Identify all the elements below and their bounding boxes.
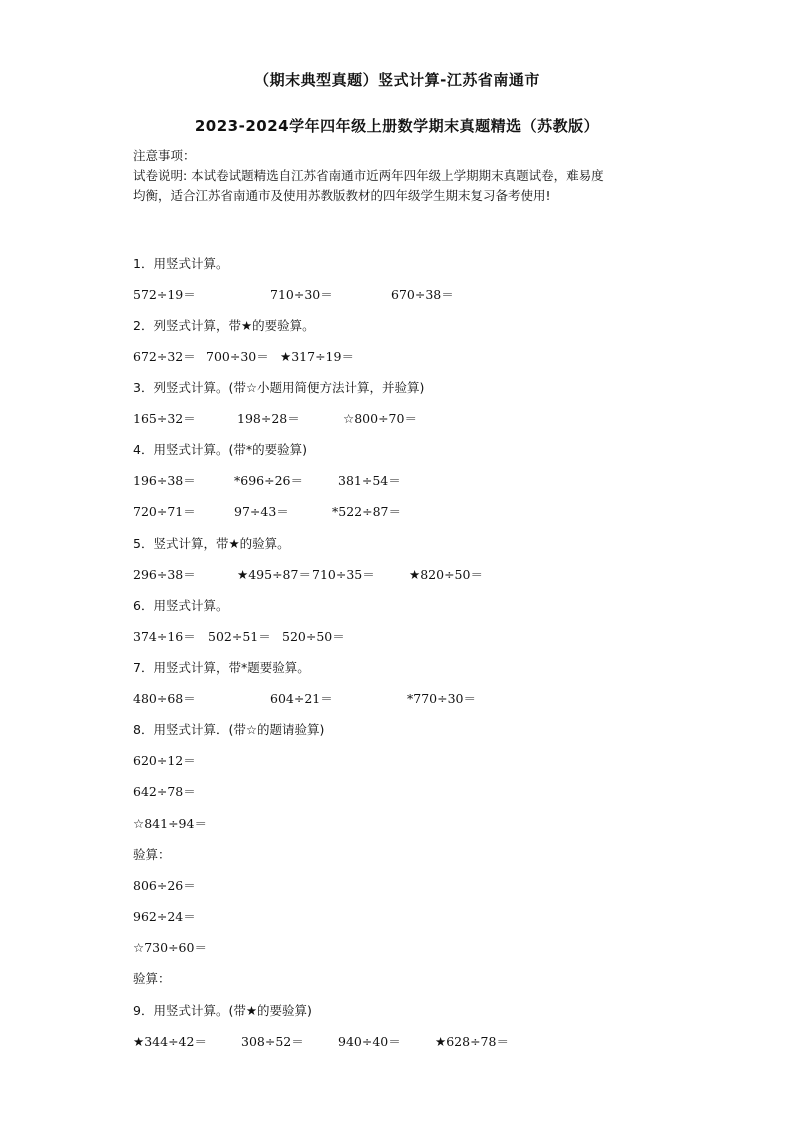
question-6-title: 6．用竖式计算。 [133, 598, 229, 613]
problem: 806÷26＝ [133, 878, 196, 893]
question-8-row-5 [133, 908, 693, 926]
question-5-title: 5．竖式计算，带★的验算。 [133, 536, 290, 551]
problem: *522÷87＝ [332, 504, 401, 519]
problem: 710÷35＝ [312, 567, 375, 582]
problem: 502÷51＝ [208, 629, 271, 644]
problem: 620÷12＝ [133, 753, 196, 768]
question-6-row-1 [133, 628, 693, 646]
question-8-row-3 [133, 815, 693, 833]
problem: *770÷30＝ [407, 691, 476, 706]
problem: 97÷43＝ [234, 504, 289, 519]
problem: 196÷38＝ [133, 473, 196, 488]
question-7-row-1 [133, 690, 693, 708]
problem: ★820÷50＝ [409, 567, 483, 582]
question-3-title: 3．列竖式计算。(带☆小题用简便方法计算，并验算) [133, 380, 425, 395]
problem: 710÷30＝ [270, 287, 333, 302]
problem: 700÷30＝ [206, 349, 269, 364]
problem: 520÷50＝ [282, 629, 345, 644]
problem: 670÷38＝ [391, 287, 454, 302]
notice-line-2: 均衡，适合江苏省南通市及使用苏教版教材的四年级学生期末复习备考使用! [133, 188, 551, 203]
check-label: 验算： [133, 847, 171, 862]
notice-line-1: 试卷说明: 本试卷试题精选自江苏省南通市近两年四年级上学期期末真题试卷，难易度 [133, 168, 604, 183]
problem: ☆730÷60＝ [133, 940, 207, 955]
question-8-row-2 [133, 783, 693, 801]
problem: ☆800÷70＝ [343, 411, 417, 426]
problem: 480÷68＝ [133, 691, 196, 706]
page-subtitle: 2023-2024学年四年级上册数学期末真题精选（苏教版） [194, 117, 600, 135]
question-2-row-1 [133, 348, 693, 366]
problem: ★495÷87＝ [237, 567, 311, 582]
problem: ★628÷78＝ [435, 1034, 509, 1049]
problem: 165÷32＝ [133, 411, 196, 426]
question-8-row-4 [133, 877, 693, 895]
problem: 604÷21＝ [270, 691, 333, 706]
question-2-title: 2．列竖式计算，带★的要验算。 [133, 318, 315, 333]
problem: 374÷16＝ [133, 629, 196, 644]
problem: 720÷71＝ [133, 504, 196, 519]
problem: ☆841÷94＝ [133, 816, 207, 831]
page-title: （期末典型真题）竖式计算-江苏省南通市 [254, 71, 540, 89]
problem: 940÷40＝ [338, 1034, 401, 1049]
problem: 672÷32＝ [133, 349, 196, 364]
question-8-row-6 [133, 939, 693, 957]
problem: 642÷78＝ [133, 784, 196, 799]
question-8-title: 8．用竖式计算．(带☆的题请验算) [133, 722, 325, 737]
question-4-title: 4．用竖式计算。(带*的要验算) [133, 442, 307, 457]
problem: 198÷28＝ [237, 411, 300, 426]
problem: 381÷54＝ [338, 473, 401, 488]
question-5-row-1 [133, 566, 693, 584]
problem: 572÷19＝ [133, 287, 196, 302]
question-9-title: 9．用竖式计算。(带★的要验算) [133, 1003, 312, 1018]
question-1-title: 1．用竖式计算。 [133, 256, 229, 271]
notice-heading: 注意事项： [133, 148, 196, 163]
question-1-row-1 [133, 286, 693, 304]
problem: 308÷52＝ [241, 1034, 304, 1049]
question-7-title: 7．用竖式计算，带*题要验算。 [133, 660, 310, 675]
problem: 296÷38＝ [133, 567, 196, 582]
check-label: 验算： [133, 971, 171, 986]
question-4-row-1 [133, 472, 693, 490]
question-9-row-1 [133, 1033, 693, 1051]
problem: ★344÷42＝ [133, 1034, 207, 1049]
problem: *696÷26＝ [234, 473, 303, 488]
problem: 962÷24＝ [133, 909, 196, 924]
question-4-row-2 [133, 503, 693, 521]
question-8-row-1 [133, 752, 693, 770]
question-3-row-1 [133, 410, 693, 428]
problem: ★317÷19＝ [280, 349, 354, 364]
